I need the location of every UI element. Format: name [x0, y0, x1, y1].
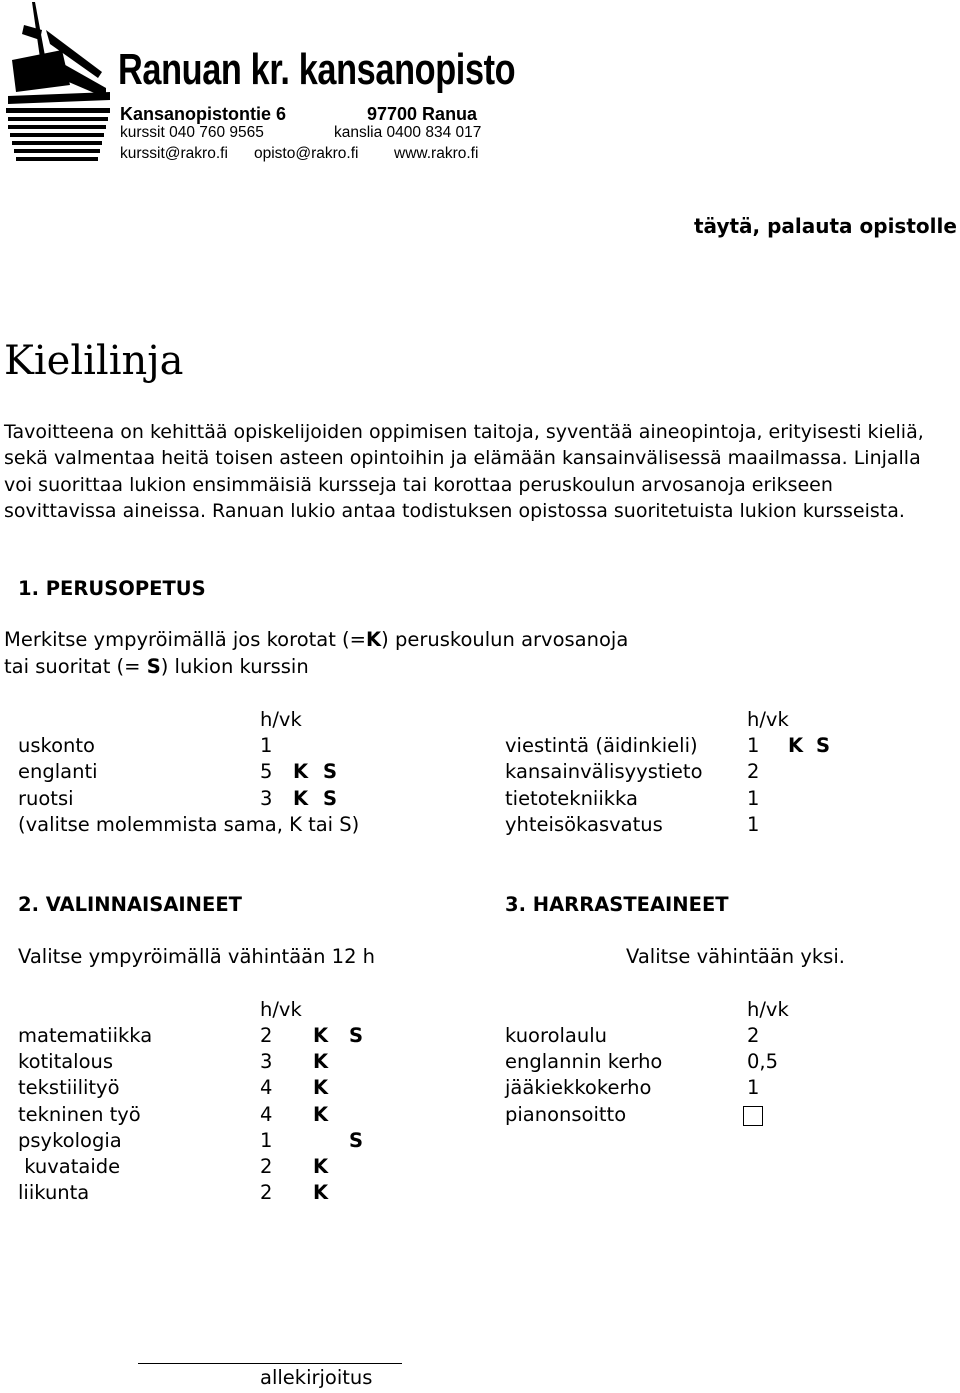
subject-hours: 1: [747, 787, 760, 810]
subject-hours: 1: [260, 1129, 273, 1152]
k-option[interactable]: K: [313, 1155, 329, 1178]
k-option[interactable]: K: [313, 1181, 329, 1204]
return-instruction: täytä, palauta opistolle: [694, 214, 957, 238]
section-1-instruction-line-1: [4, 628, 628, 651]
school-logo: [2, 0, 114, 162]
subject-name: uskonto: [18, 734, 95, 757]
elective-row[interactable]: [18, 1155, 458, 1181]
subject-hours: 2: [260, 1024, 273, 1047]
section-1-title: 1. PERUSOPETUS: [18, 577, 206, 600]
hobby-row[interactable]: [505, 1050, 945, 1076]
language-note: (valitse molemmista sama, K tai S): [18, 813, 360, 836]
subject-row[interactable]: [505, 787, 945, 813]
k-option[interactable]: K: [293, 787, 309, 810]
hours-header-left: h/vk: [260, 708, 302, 731]
subject-hours: 2: [260, 1155, 273, 1178]
subject-row[interactable]: [505, 734, 945, 760]
section-2-instruction: Valitse ympyröimällä vähintään 12 h: [18, 945, 376, 968]
elective-row[interactable]: [18, 1181, 458, 1207]
piano-checkbox[interactable]: [743, 1106, 763, 1126]
signature-line[interactable]: [138, 1363, 402, 1364]
subject-name: matematiikka: [18, 1024, 153, 1047]
subject-hours: 5: [260, 760, 273, 783]
k-option[interactable]: K: [788, 734, 804, 757]
hobby-row[interactable]: [505, 1024, 945, 1050]
subject-name: viestintä (äidinkieli): [505, 734, 698, 757]
subject-hours: 3: [260, 1050, 273, 1073]
subject-hours: 0,5: [747, 1050, 779, 1073]
subject-hours: 2: [260, 1181, 273, 1204]
k-option[interactable]: K: [313, 1103, 329, 1126]
k-marker: K: [366, 628, 382, 651]
email-courses: kurssit@rakro.fi: [120, 145, 228, 162]
subject-hours: 2: [747, 760, 760, 783]
s-option[interactable]: S: [816, 734, 831, 757]
subject-name: pianonsoitto: [505, 1103, 627, 1126]
school-name: Ranuan kr. kansanopisto: [118, 45, 516, 94]
k-option[interactable]: K: [293, 760, 309, 783]
subject-row[interactable]: [18, 787, 458, 813]
subject-hours: 1: [747, 813, 760, 836]
subject-name: liikunta: [18, 1181, 90, 1204]
section-2-title: 2. VALINNAISAINEET: [18, 893, 242, 916]
subject-name: kansainvälisyystieto: [505, 760, 703, 783]
subject-name: tekstiilityö: [18, 1076, 120, 1099]
hours-header: h/vk: [260, 998, 302, 1021]
s-option[interactable]: S: [323, 760, 338, 783]
subject-name: kuvataide: [18, 1155, 121, 1178]
instruction-text: ) peruskoulun arvosanoja: [381, 628, 629, 651]
k-option[interactable]: K: [313, 1024, 329, 1047]
k-option[interactable]: K: [313, 1050, 329, 1073]
elective-row[interactable]: [18, 1050, 458, 1076]
subject-row[interactable]: [505, 760, 945, 786]
subject-name: kotitalous: [18, 1050, 114, 1073]
section-3-instruction: Valitse vähintään yksi.: [626, 945, 845, 968]
instruction-text: tai suoritat (=: [4, 655, 147, 678]
elective-row[interactable]: [18, 1129, 458, 1155]
subject-hours: 4: [260, 1103, 273, 1126]
subject-row[interactable]: [505, 813, 945, 839]
hobby-row[interactable]: [505, 1076, 945, 1102]
s-option[interactable]: S: [349, 1024, 364, 1047]
k-option[interactable]: K: [313, 1076, 329, 1099]
subject-hours: 1: [747, 734, 760, 757]
hobby-row[interactable]: [505, 1103, 945, 1129]
subject-name: jääkiekkokerho: [505, 1076, 652, 1099]
subject-hours: 3: [260, 787, 273, 810]
subject-hours: 1: [747, 1076, 760, 1099]
subject-name: tekninen työ: [18, 1103, 141, 1126]
subject-name: psykologia: [18, 1129, 122, 1152]
subject-hours: 1: [260, 734, 273, 757]
subject-row[interactable]: [18, 760, 458, 786]
s-option[interactable]: S: [323, 787, 338, 810]
s-option[interactable]: S: [349, 1129, 364, 1152]
subject-row[interactable]: [18, 734, 458, 760]
postal-code: 97700 Ranua: [367, 104, 478, 124]
subject-name: ruotsi: [18, 787, 74, 810]
email-office: opisto@rakro.fi: [254, 145, 359, 162]
section-1-instruction-line-2: [4, 655, 309, 678]
intro-paragraph: Tavoitteena on kehittää opiskelijoiden oppimisen taitoja, syventää aineopintoja, erityisesti kieliä, sekä valmentaa heitä toisen asteen opintoihin ja elämään kansainvälisessä maailmassa. Linjalla voi suorittaa lukion ensimmäisiä kursseja tai korottaa peruskoulun arvosanoja erikseen sovittavissa aineissa. Ranuan lukio antaa todistuksen opistossa suoritetuista lukion kursseista.: [4, 421, 924, 523]
hours-header: h/vk: [747, 998, 789, 1021]
signature-label: allekirjoitus: [260, 1366, 373, 1389]
phone-courses: kurssit 040 760 9565: [120, 124, 264, 141]
hours-header-right: h/vk: [747, 708, 789, 731]
phone-office: kanslia 0400 834 017: [334, 124, 482, 141]
s-marker: S: [146, 655, 161, 678]
subject-name: tietotekniikka: [505, 787, 638, 810]
section-3-title: 3. HARRASTEAINEET: [505, 893, 729, 916]
page-title: Kielilinja: [4, 338, 184, 384]
subject-name: kuorolaulu: [505, 1024, 608, 1047]
instruction-text: Merkitse ympyröimällä jos korotat (=: [4, 628, 367, 651]
website: www.rakro.fi: [394, 145, 479, 162]
elective-row[interactable]: [18, 1024, 458, 1050]
elective-row[interactable]: [18, 1103, 458, 1129]
elective-row[interactable]: [18, 1076, 458, 1102]
subject-name: englanti: [18, 760, 98, 783]
subject-hours: 4: [260, 1076, 273, 1099]
subject-hours: 2: [747, 1024, 760, 1047]
subject-name: englannin kerho: [505, 1050, 663, 1073]
address: Kansanopistontie 6: [120, 104, 287, 124]
instruction-text: ) lukion kurssin: [160, 655, 309, 678]
subject-name: yhteisökasvatus: [505, 813, 663, 836]
